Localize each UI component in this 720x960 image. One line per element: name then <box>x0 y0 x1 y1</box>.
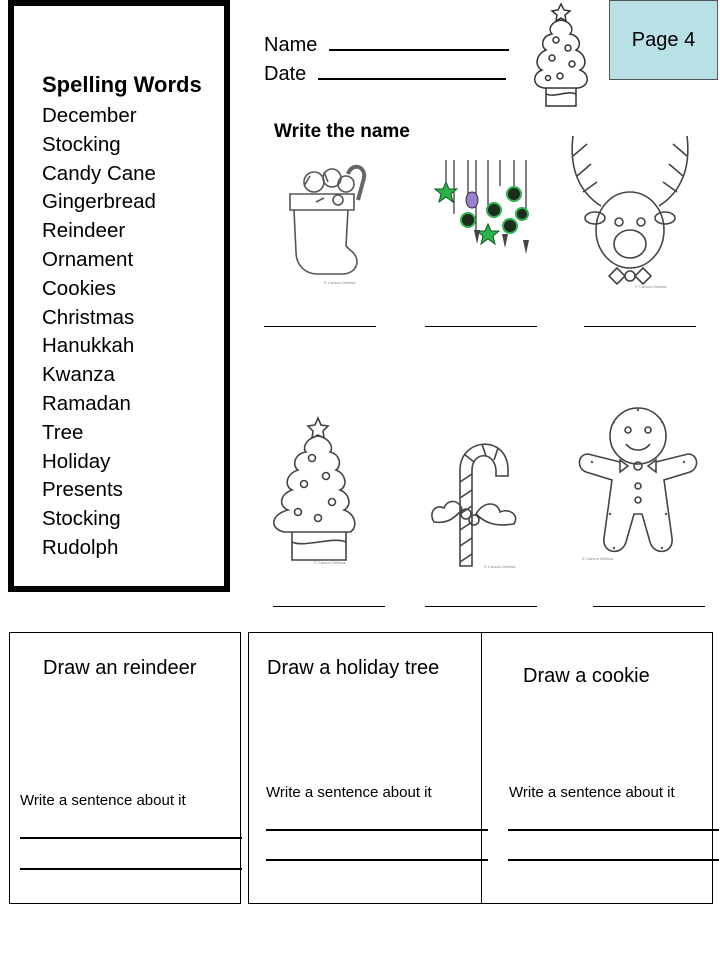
sentence-prompt: Write a sentence about it <box>20 792 186 809</box>
spelling-word: Tree <box>42 420 84 444</box>
spelling-word: Cookies <box>42 276 117 300</box>
sentence-prompt: Write a sentence about it <box>266 784 432 801</box>
answer-blank[interactable] <box>264 326 376 327</box>
writing-line[interactable] <box>508 829 719 831</box>
panel-title: Draw a holiday tree <box>267 657 440 679</box>
writing-line[interactable] <box>20 868 242 870</box>
spelling-word: Presents <box>42 478 123 502</box>
panel-title: Draw an reindeer <box>43 657 197 679</box>
answer-blank[interactable] <box>425 606 537 607</box>
picture-credit: © Carson Dellosa <box>582 556 614 561</box>
writing-line[interactable] <box>266 829 488 831</box>
spelling-word: Stocking <box>42 507 121 531</box>
answer-blank[interactable] <box>584 326 696 327</box>
name-blank[interactable] <box>329 31 509 51</box>
picture-credit: © Carson Dellosa <box>314 560 346 565</box>
spelling-word: Ramadan <box>42 391 131 415</box>
spelling-word: December <box>42 104 137 127</box>
spelling-word: Gingerbread <box>42 190 156 214</box>
spelling-word: Ornament <box>42 247 134 271</box>
picture-credit: © Carson Dellosa <box>635 284 667 289</box>
spelling-word: Holiday <box>42 449 111 473</box>
ornaments-icon <box>430 156 536 262</box>
spelling-word: Christmas <box>42 305 135 329</box>
name-label: Name <box>264 34 318 56</box>
writing-line[interactable] <box>266 859 488 861</box>
picture-credit: © Carson Dellosa <box>484 564 516 569</box>
spelling-word: Candy Cane <box>42 161 156 185</box>
date-blank[interactable] <box>318 60 506 80</box>
candy-cane-icon <box>426 430 528 570</box>
writing-line[interactable] <box>508 859 719 861</box>
write-the-name-instruction: Write the name <box>274 121 410 142</box>
christmas-tree-icon <box>262 414 354 566</box>
date-label: Date <box>264 63 307 85</box>
sentence-prompt: Write a sentence about it <box>509 784 675 801</box>
answer-blank[interactable] <box>273 606 385 607</box>
picture-credit: © Carson Dellosa <box>324 280 356 285</box>
spelling-word: Stocking <box>42 132 121 156</box>
spelling-words-title: Spelling Words <box>42 72 202 97</box>
stocking-icon <box>276 160 376 286</box>
gingerbread-man-icon <box>572 402 704 562</box>
writing-line[interactable] <box>20 837 242 839</box>
answer-blank[interactable] <box>425 326 537 327</box>
reindeer-icon <box>565 126 695 290</box>
date-row <box>264 60 506 86</box>
spelling-word: Kwanza <box>42 363 115 387</box>
spelling-word: Reindeer <box>42 219 126 243</box>
spelling-word: Rudolph <box>42 535 119 559</box>
name-row <box>264 31 509 57</box>
christmas-tree-icon <box>522 0 600 112</box>
answer-blank[interactable] <box>593 606 705 607</box>
panel-title: Draw a cookie <box>523 665 650 687</box>
page-number-badge: Page 4 <box>609 0 718 80</box>
spelling-word: Hanukkah <box>42 334 135 358</box>
spelling-word-list <box>42 102 156 563</box>
